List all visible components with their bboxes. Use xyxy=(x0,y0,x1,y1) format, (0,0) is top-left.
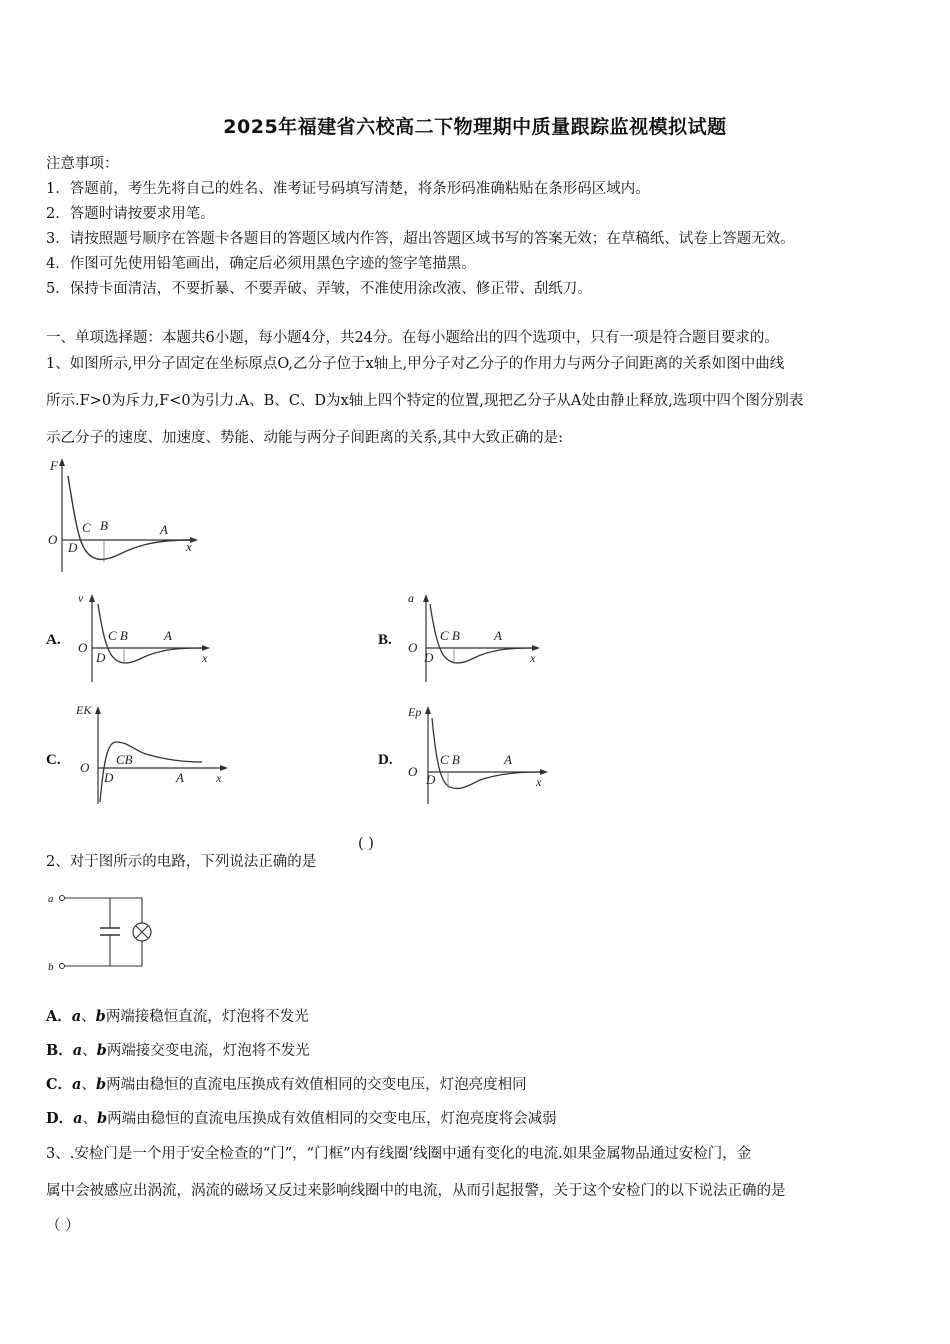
svg-text:x: x xyxy=(202,651,208,665)
q3-line: 3、.安检门是一个用于安全检查的“门”，“门框”内有线圈’线圈中通有变化的电流.如果金属物品通过安检门，金 xyxy=(46,1146,752,1162)
option-d-potential-energy-graph xyxy=(402,700,550,808)
option-b-letter[interactable]: B. xyxy=(378,632,392,648)
svg-text:a: a xyxy=(408,591,414,605)
svg-text:D: D xyxy=(424,650,434,665)
section-heading: 一、单项选择题：本题共6小题，每小题4分，共24分。在每小题给出的四个选项中，只有一项是符合题目要求的。 xyxy=(46,330,779,346)
terminal-b-label: b xyxy=(48,961,54,973)
origin-label: O xyxy=(48,532,58,547)
svg-text:O: O xyxy=(80,760,90,775)
svg-text:A: A xyxy=(494,628,502,643)
svg-text:EK: EK xyxy=(76,703,92,717)
x-axis-label: x xyxy=(186,539,192,554)
notice-heading: 注意事项： xyxy=(46,156,119,172)
option-a-letter[interactable]: A. xyxy=(46,632,61,648)
svg-text:x: x xyxy=(536,775,542,789)
terminal-a-label: a xyxy=(48,893,54,905)
svg-text:C B: C B xyxy=(440,752,460,767)
q3-line: 属中会被感应出涡流，涡流的磁场又反过来影响线圈中的电流，从而引起报警，关于这个安检门的以下说法正确的是 xyxy=(46,1183,786,1199)
svg-text:D: D xyxy=(426,772,436,787)
notice-item: 2．答题时请按要求用笔。 xyxy=(46,206,215,222)
q1-line: 所示.F>0为斥力,F<0为引力.A、B、C、D为x轴上四个特定的位置,现把乙分子从A处由静止释放,选项中四个图分别表 xyxy=(46,393,804,409)
force-distance-graph xyxy=(44,454,204,576)
svg-text:C B: C B xyxy=(440,628,460,643)
option-b-acceleration-graph xyxy=(400,590,542,685)
q2-option-c[interactable]: C．a、b两端由稳恒的直流电压换成有效值相同的交变电压，灯泡亮度相同 xyxy=(46,1076,527,1093)
svg-text:Ep: Ep xyxy=(408,705,422,719)
q2-option-b[interactable]: B．a、b两端接交变电流，灯泡将不发光 xyxy=(46,1042,310,1059)
notice-item: 4．作图可先使用铅笔画出，确定后必须用黑色字迹的签字笔描黑。 xyxy=(46,256,476,272)
option-c-kinetic-energy-graph xyxy=(74,698,230,808)
point-a-label: A xyxy=(160,522,168,537)
svg-text:x: x xyxy=(216,771,222,785)
option-a-velocity-graph xyxy=(72,590,212,685)
q2-option-a[interactable]: A．a、b两端接稳恒直流，灯泡将不发光 xyxy=(46,1008,309,1025)
notice-item: 5．保持卡面清洁，不要折暴、不要弄破、弄皱，不准使用涂改液、修正带、刮纸刀。 xyxy=(46,281,592,297)
svg-text:O: O xyxy=(78,640,88,655)
notice-item: 3．请按照题号顺序在答题卡各题目的答题区域内作答，超出答题区域书写的答案无效；在草稿纸、试卷上答题无效。 xyxy=(46,231,795,247)
q2-stem: 2、对于图所示的电路，下列说法正确的是 xyxy=(46,854,317,870)
point-d-label: D xyxy=(68,540,78,555)
q2-answer-paren: ( ) xyxy=(358,836,374,852)
q1-line: 示乙分子的速度、加速度、势能、动能与两分子间距离的关系,其中大致正确的是: xyxy=(46,430,563,446)
svg-text:A: A xyxy=(164,628,172,643)
svg-text:A: A xyxy=(176,770,184,785)
svg-text:CB: CB xyxy=(116,752,133,767)
svg-text:D: D xyxy=(96,650,106,665)
svg-text:v: v xyxy=(78,591,84,605)
svg-text:x: x xyxy=(530,651,536,665)
q1-line: 1、如图所示,甲分子固定在坐标原点O,乙分子位于x轴上,甲分子对乙分子的作用力与两分子间距离的关系如图中曲线 xyxy=(46,356,785,372)
q3-answer-paren: （ ） xyxy=(46,1218,80,1234)
notice-item: 1．答题前，考生先将自己的姓名、准考证号码填写清楚，将条形码准确粘贴在条形码区域内。 xyxy=(46,181,650,197)
point-b-label: B xyxy=(100,518,108,533)
option-c-letter[interactable]: C. xyxy=(46,752,61,768)
q2-circuit-diagram xyxy=(44,888,164,976)
svg-text:D: D xyxy=(104,770,114,785)
svg-text:O: O xyxy=(408,764,418,779)
svg-text:O: O xyxy=(408,640,418,655)
svg-text:A: A xyxy=(504,752,512,767)
point-c-label: C xyxy=(82,520,91,535)
option-d-letter[interactable]: D. xyxy=(378,752,393,768)
q2-option-d[interactable]: D．a、b两端由稳恒的直流电压换成有效值相同的交变电压，灯泡亮度将会减弱 xyxy=(46,1110,557,1127)
page-title: 2025年福建省六校高二下物理期中质量跟踪监视模拟试题 xyxy=(223,116,727,138)
svg-text:C B: C B xyxy=(108,628,128,643)
y-axis-label: F xyxy=(50,458,58,473)
